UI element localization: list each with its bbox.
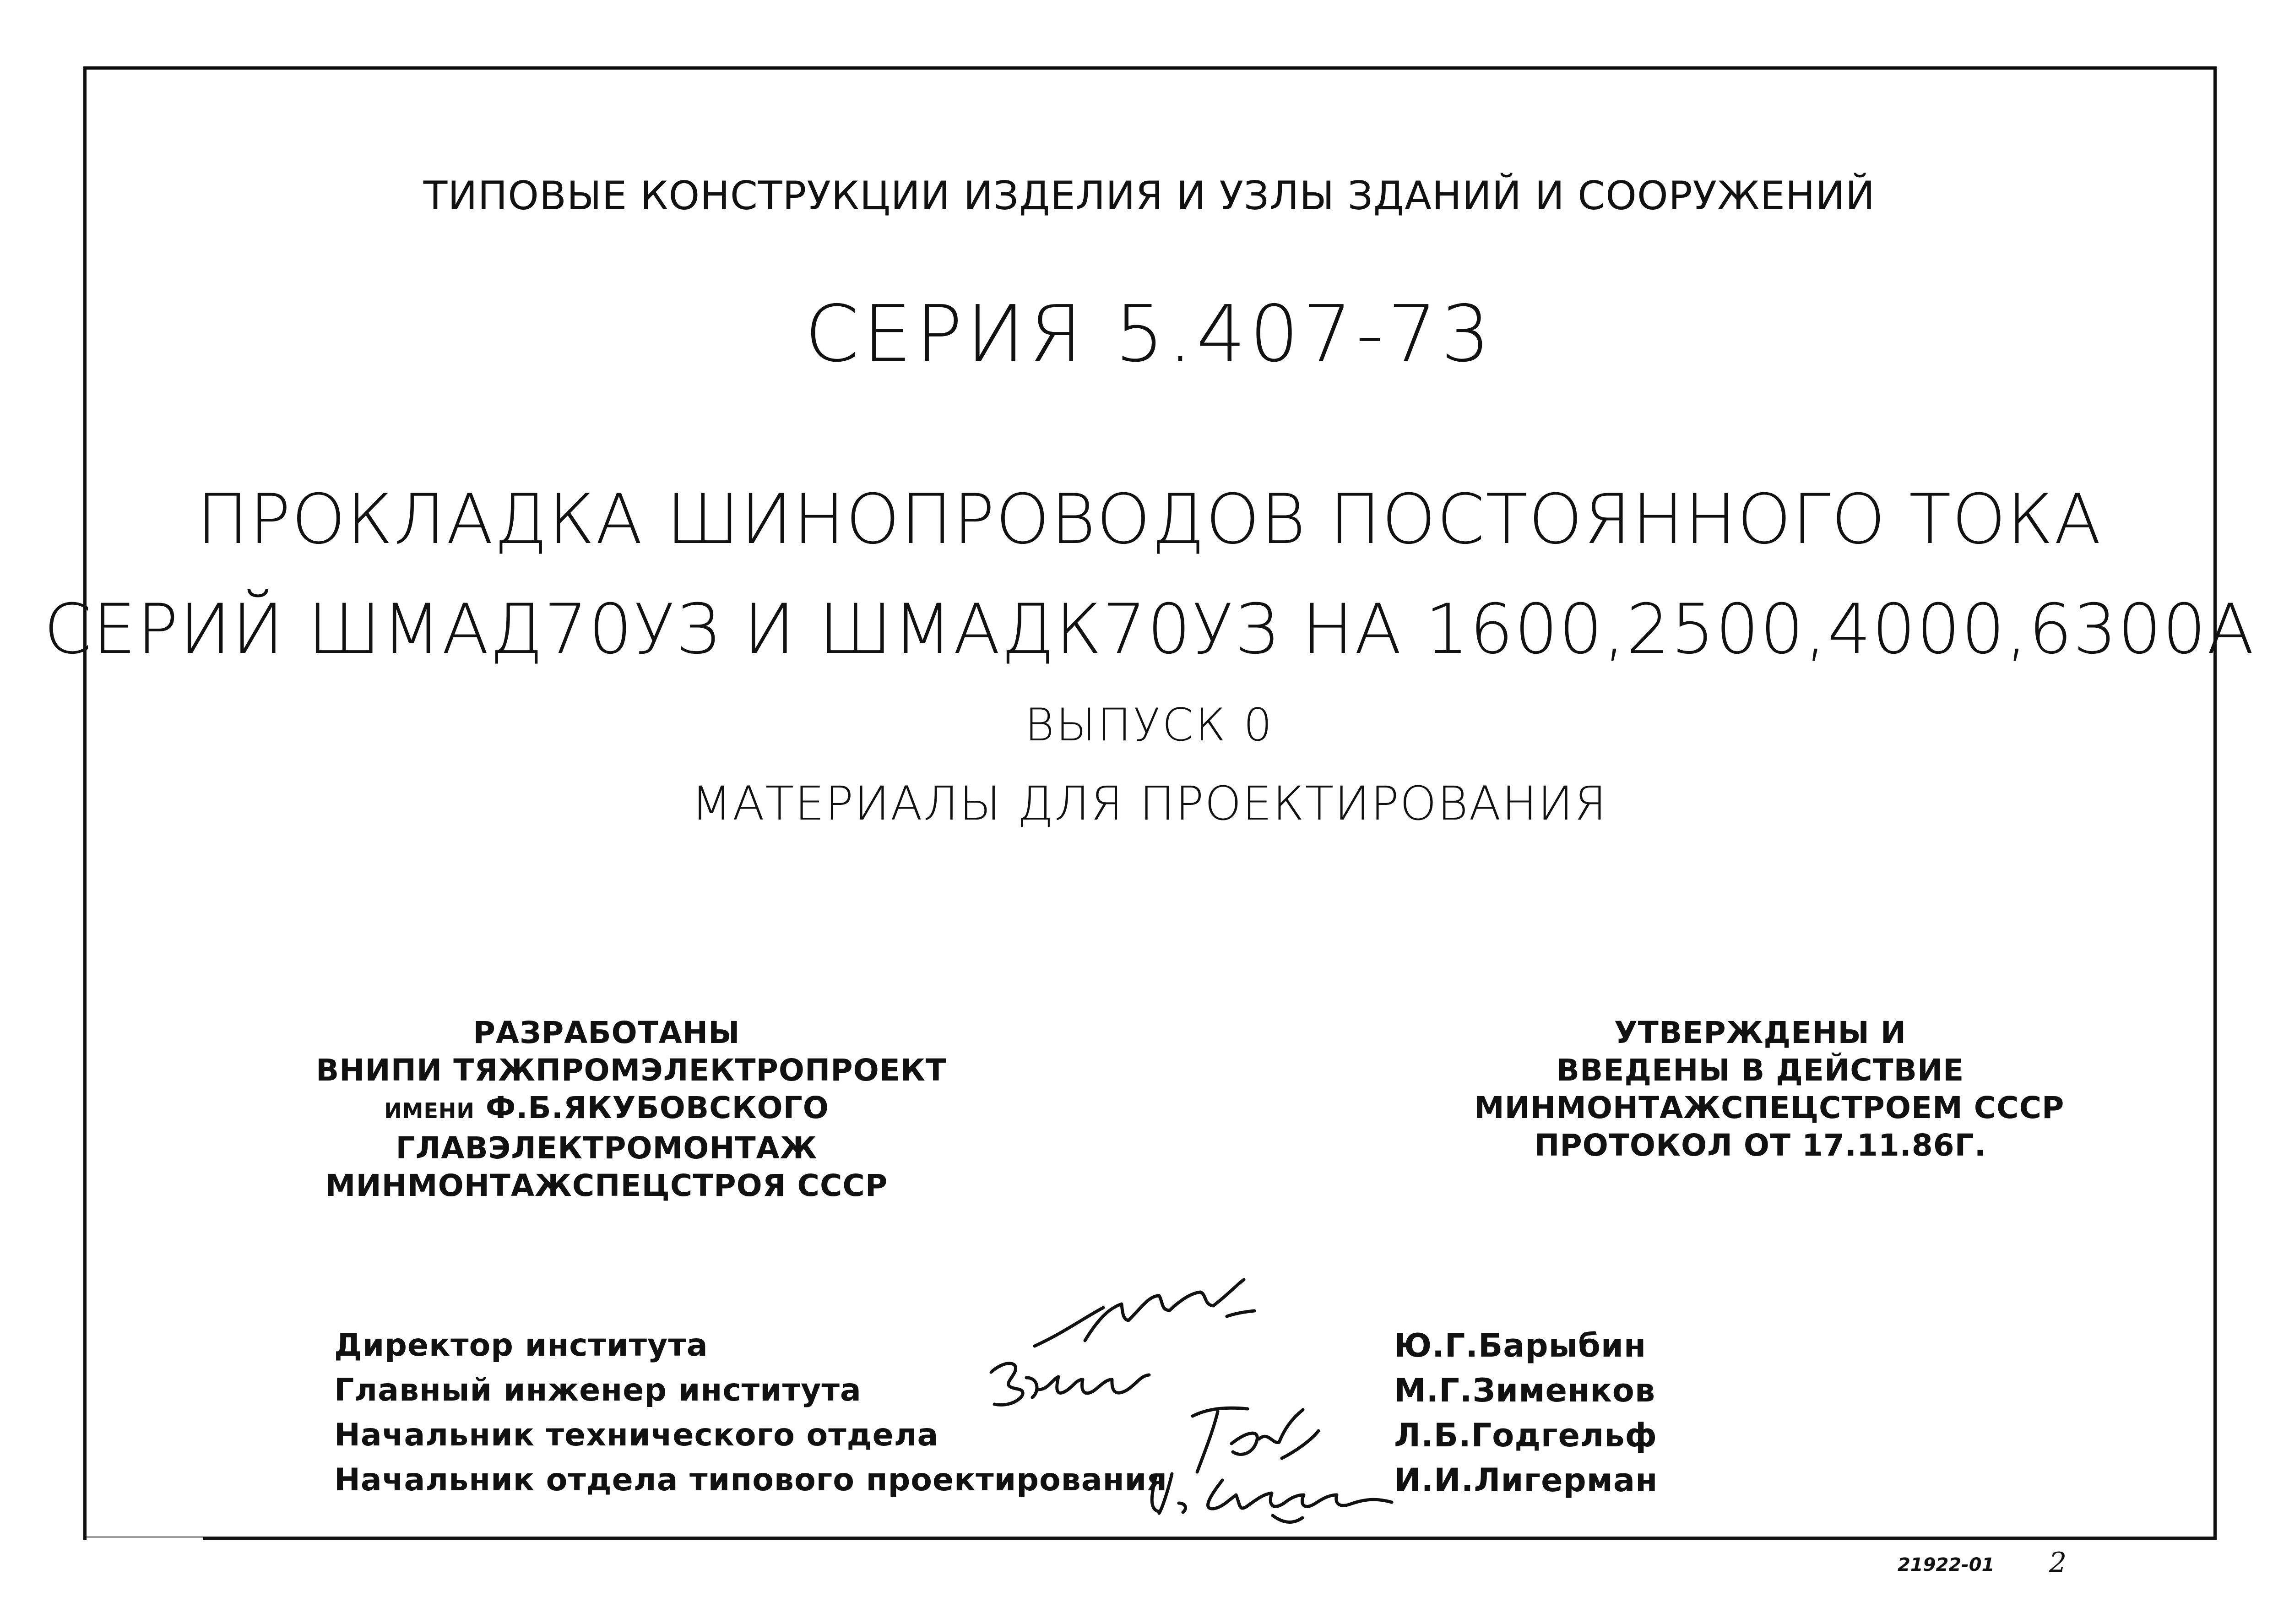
approved-title: УТВЕРЖДЕНЫ И [1614, 1015, 1907, 1050]
name-technical-head: Л.Б.Годгельф [1394, 1417, 1657, 1454]
issue-label: ВЫПУСК 0 [1025, 699, 1274, 751]
signature-standard-design-head [1144, 1463, 1401, 1532]
frame-gap [87, 1537, 203, 1542]
document-title-line-2: СЕРИЙ ШМАД70УЗ И ШМАДК70УЗ НА 1600,2500,4000,6300А [43, 590, 2255, 669]
role-standard-design-head: Начальник отдела типового проектирования [334, 1462, 1167, 1498]
approved-block [1474, 1014, 2065, 1164]
approved-effective: ВВЕДЕНЫ В ДЕЙСТВИЕ [1556, 1053, 1964, 1088]
developed-named-prefix: ИМЕНИ [384, 1098, 475, 1123]
developed-main-office: ГЛАВЭЛЕКТРОМОНТАЖ [396, 1130, 818, 1166]
name-standard-design-head: И.И.Лигерман [1394, 1461, 1658, 1499]
developed-named-after [316, 1089, 897, 1130]
document-title-line-1: ПРОКЛАДКА ШИНОПРОВОДОВ ПОСТОЯННОГО ТОКА [196, 480, 2102, 559]
page-number: 2 [2049, 1547, 2067, 1579]
developed-ministry: МИНМОНТАЖСПЕЦСТРОЯ СССР [325, 1168, 888, 1203]
series-title: СЕРИЯ 5.407-73 [804, 289, 1494, 380]
developed-block [316, 1014, 947, 1205]
signature-chief-engineer [980, 1353, 1195, 1431]
developed-named-person: Ф.Б.ЯКУБОВСКОГО [485, 1090, 829, 1125]
signatory-names [1394, 1323, 1658, 1503]
role-director: Директор института [334, 1327, 708, 1363]
approved-protocol: ПРОТОКОЛ ОТ 17.11.86Г. [1534, 1128, 1986, 1163]
name-director: Ю.Г.Барыбин [1394, 1327, 1647, 1364]
top-title: ТИПОВЫЕ КОНСТРУКЦИИ ИЗДЕЛИЯ И УЗЛЫ ЗДАНИЙ И СООРУЖЕНИЙ [423, 173, 1876, 219]
role-chief-engineer: Главный инженер института [334, 1372, 862, 1408]
document-code: 21922-01 [1898, 1554, 1995, 1575]
developed-title: РАЗРАБОТАНЫ [473, 1015, 740, 1050]
materials-label: МАТЕРИАЛЫ ДЛЯ ПРОЕКТИРОВАНИЯ [691, 777, 1608, 831]
role-technical-head: Начальник технического отдела [334, 1417, 939, 1453]
approved-ministry: МИНМОНТАЖСПЕЦСТРОЕМ СССР [1474, 1090, 2065, 1125]
developed-organization: ВНИПИ ТЯЖПРОМЭЛЕКТРОПРОЕКТ [316, 1053, 947, 1088]
name-chief-engineer: М.Г.Зименков [1394, 1372, 1656, 1409]
